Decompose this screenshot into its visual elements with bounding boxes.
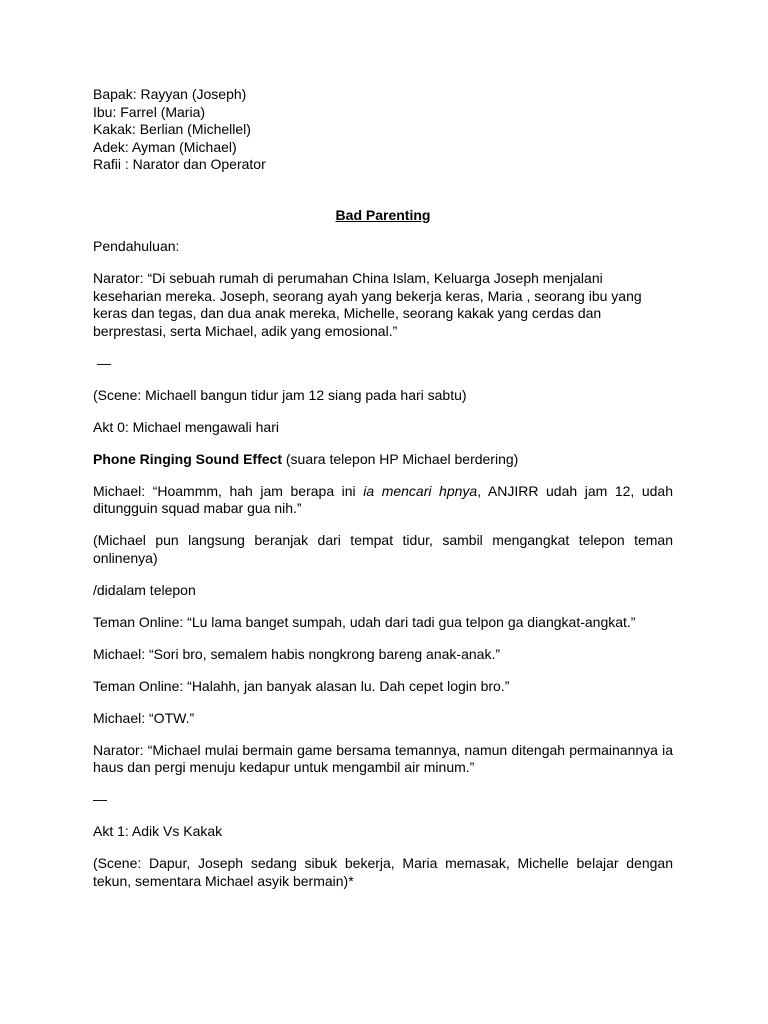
sound-effect-line [93,451,673,469]
act-heading: Akt 0: Michael mengawali hari [93,418,279,435]
stage-note-italic: ia mencari hpnya [363,482,478,499]
sound-effect-description: (suara telepon HP Michael berdering) [282,450,519,467]
sound-effect-label: Phone Ringing Sound Effect [93,450,282,467]
dialogue-line: Michael: “OTW.” [93,709,195,726]
dialogue-line: Michael: “Sori bro, semalem habis nongkrong bareng anak-anak.” [93,645,500,662]
section-heading-pendahuluan: Pendahuluan: [93,238,180,254]
document-title: Bad Parenting [335,206,431,223]
phone-note: /didalam telepon [93,581,196,598]
cast-line-ibu: Ibu: Farrel (Maria) [93,103,206,120]
narrator-line: Narator: “Michael mulai bermain game bersama temannya, namun ditengah permainannya ia haus dan pergi menuju kedapur untuk mengambil air minum.” [93,741,673,775]
cast-line-bapak: Bapak: Rayyan (Joseph) [93,86,247,102]
stage-direction: (Michael pun langsung beranjak dari tempat tidur, sambil mengangkat telepon teman onlinenya) [93,532,673,566]
scene-direction: (Scene: Michaell bangun tidur jam 12 siang pada hari sabtu) [93,386,467,403]
section-divider: — [93,791,107,807]
dialogue-text: , ANJIRR udah jam 12, udah ditungguin squad mabar gua nih.” [93,482,673,516]
cast-line-kakak: Kakak: Berlian (Michellel) [93,121,251,137]
document-page [93,86,673,905]
dialogue-text: Michael: “Hoammm, hah jam berapa ini [93,482,364,499]
cast-list [93,86,673,174]
dialogue-line: Teman Online: “Halahh, jan banyak alasan lu. Dah cepet login bro.” [93,677,510,694]
section-divider: — [97,354,111,371]
dialogue-line [93,483,673,518]
narrator-intro: Narator: “Di sebuah rumah di perumahan China Islam, Keluarga Joseph menjalani keseharian mereka. Joseph, seorang ayah yang bekerja keras, Maria , seorang ibu yang keras dan tegas, dan dua anak mereka, Michelle, seorang kakak yang cerdas dan berprestasi, serta Michael, adik yang emosional.” [93,270,642,339]
act-heading: Akt 1: Adik Vs Kakak [93,823,223,839]
cast-line-narator: Rafii : Narator dan Operator [93,156,266,172]
cast-line-adek: Adek: Ayman (Michael) [93,138,237,155]
scene-direction: (Scene: Dapur, Joseph sedang sibuk bekerja, Maria memasak, Michelle belajar dengan tekun, sementara Michael asyik bermain)* [93,855,673,889]
dialogue-line: Teman Online: “Lu lama banget sumpah, udah dari tadi gua telpon ga diangkat-angkat.” [93,613,636,630]
